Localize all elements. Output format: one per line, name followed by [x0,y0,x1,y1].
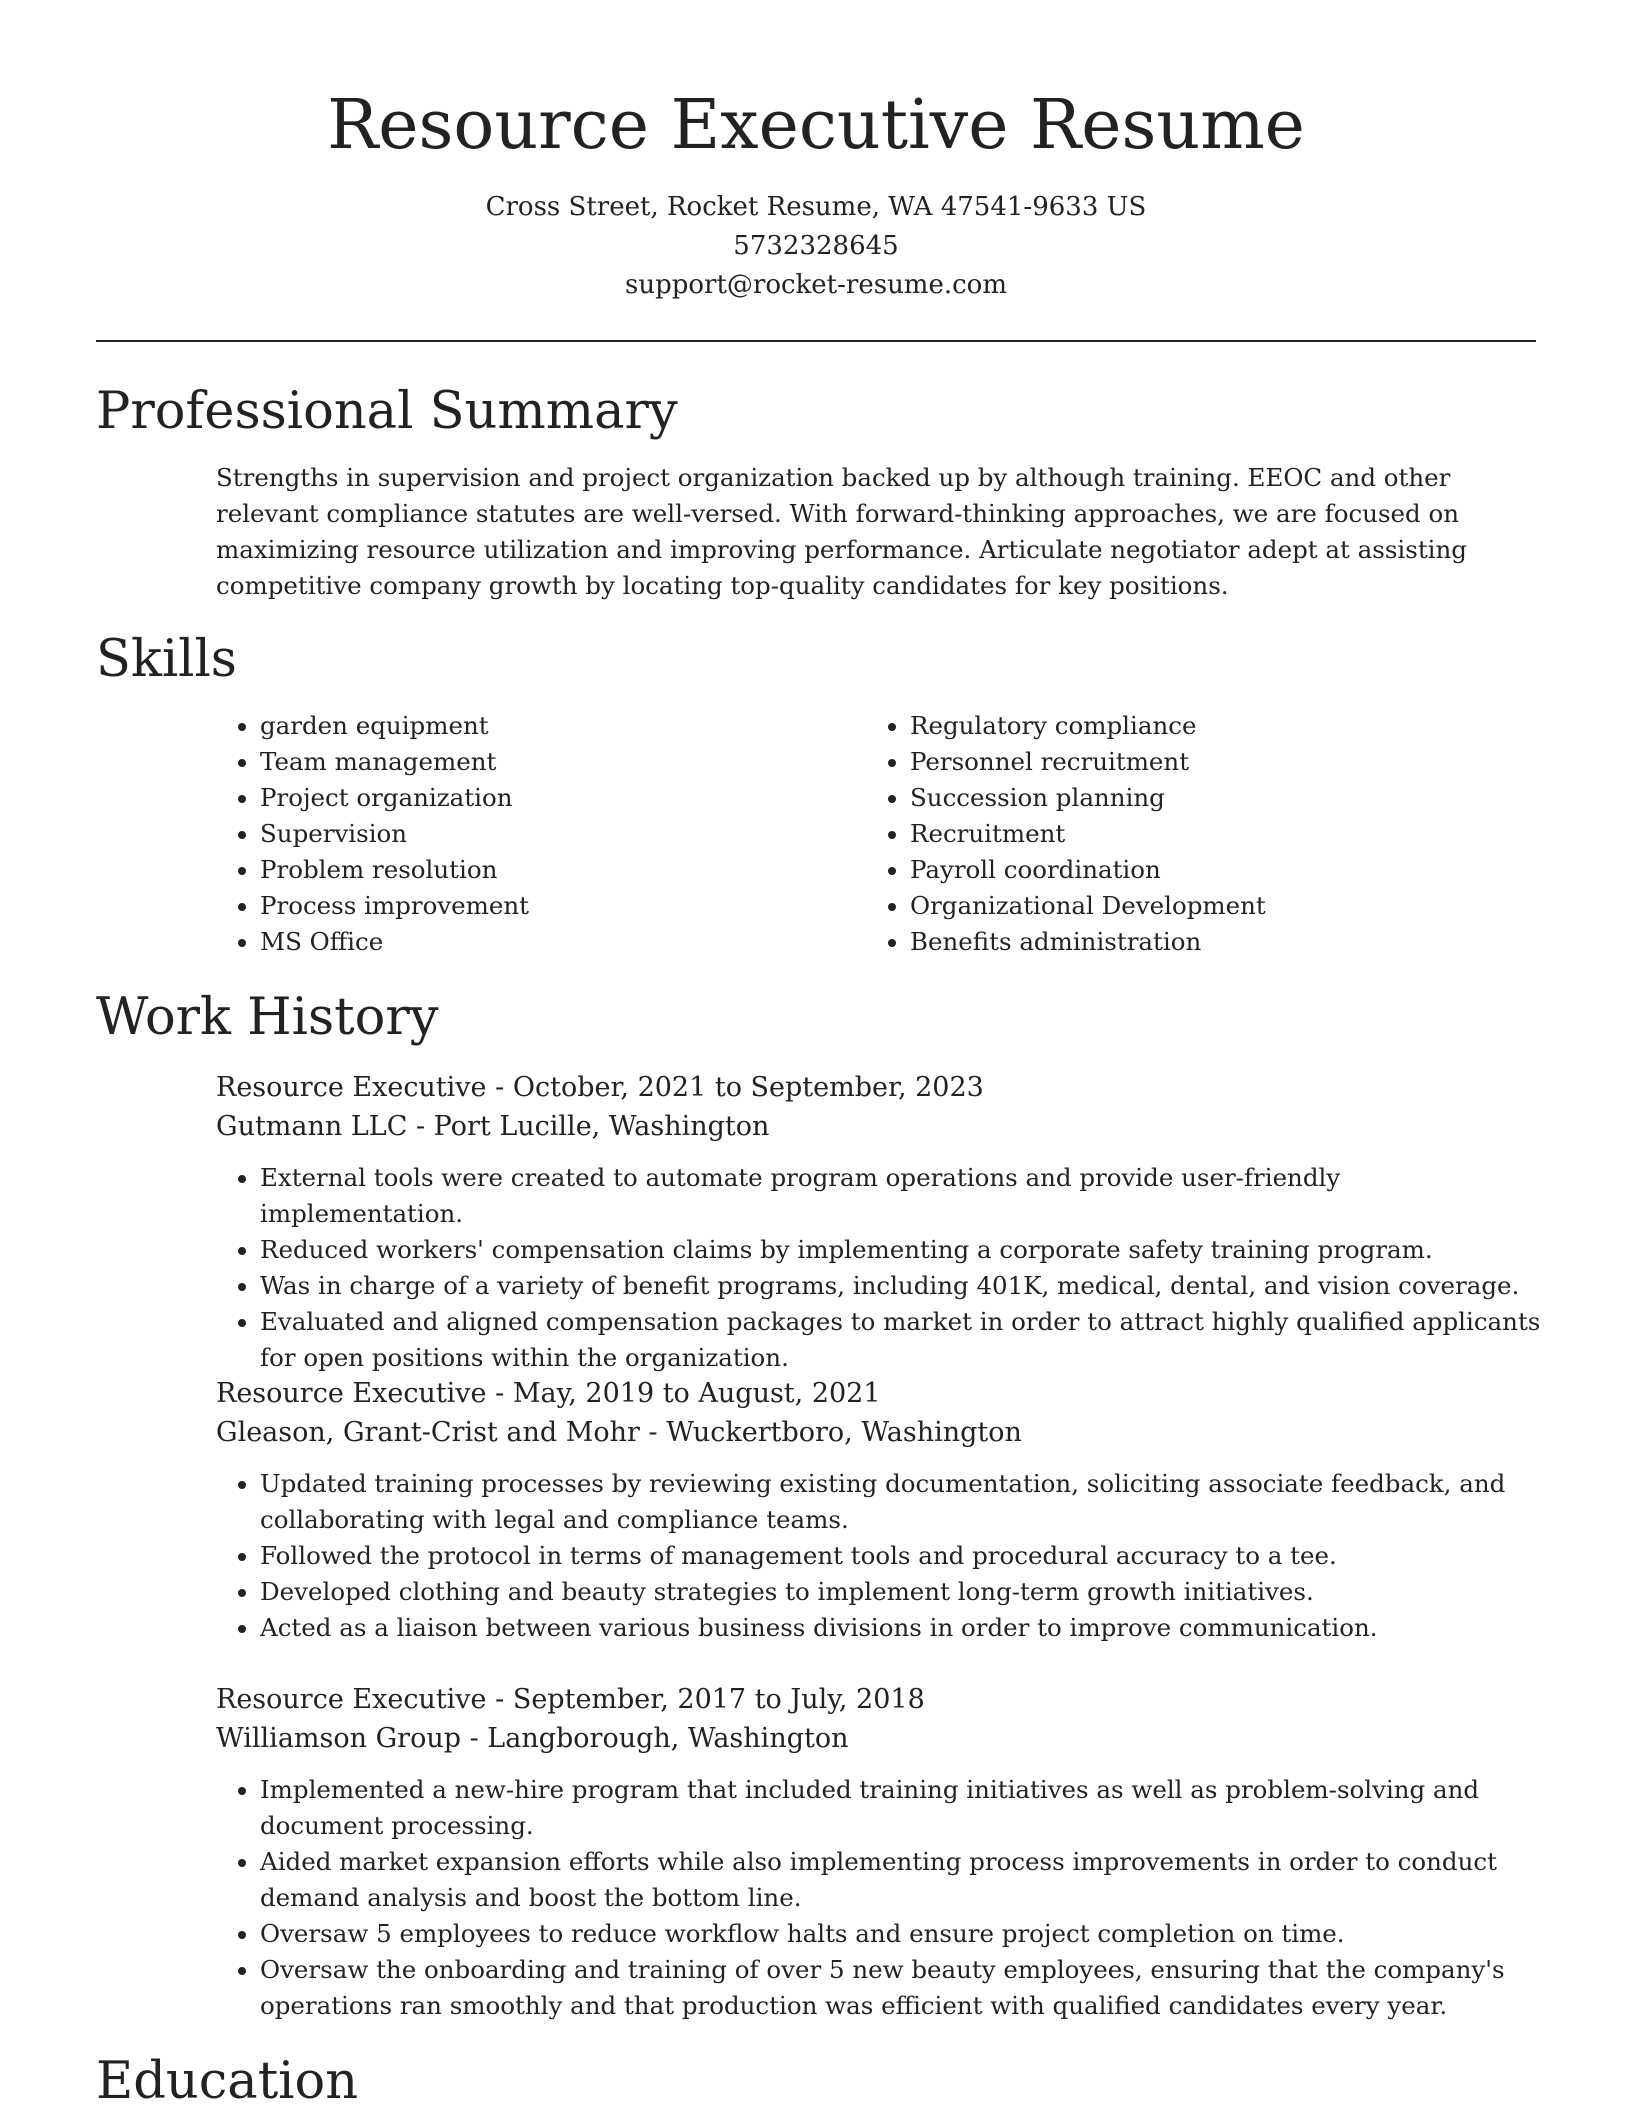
job-entry [216,1374,1546,1646]
job-company: Gutmann LLC [216,1111,408,1142]
summary-text: Strengths in supervision and project organization backed up by although training. EEOC and other relevant compliance statutes are well-versed. With forward-thinking approaches, we are focused on maximizing resource utilization and improving performance. Articulate negotiator adept at assisting competitive company growth by locating top-quality candidates for key positions. [216,463,1467,600]
job-bullet: • Oversaw the onboarding and training of over 5 new beauty employees, ensuring that the company's operations ran smoothly and that production was efficient with qualified candidates every year. [260,1952,1546,2024]
job-bullet: • Developed clothing and beauty strategies to implement long-term growth initiatives. [260,1574,1546,1610]
work-history-heading: Work History [96,988,439,1047]
job-dates: - September, 2017 to July, 2018 [486,1684,925,1715]
skill-item: • Succession planning [910,780,1466,816]
header-divider [96,340,1536,342]
job-bullet: • Acted as a liaison between various business divisions in order to improve communication. [260,1610,1546,1646]
job-company-line [216,1107,1546,1146]
job-title-line [216,1680,1546,1719]
job-role: Resource Executive [216,1072,487,1103]
job-location: - Wuckertboro, Washington [639,1417,1022,1448]
job-bullet: • Evaluated and aligned compensation packages to market in order to attract highly qualified applicants for open positions within the organization. [260,1304,1546,1376]
job-bullet: • Was in charge of a variety of benefit programs, including 401K, medical, dental, and vision coverage. [260,1268,1546,1304]
job-bullet: • Followed the protocol in terms of management tools and procedural accuracy to a tee. [260,1538,1546,1574]
job-company: Williamson Group [216,1723,462,1754]
skill-item: • Recruitment [910,816,1466,852]
email: support@rocket-resume.com [624,270,1007,300]
address: Cross Street, Rocket Resume, WA 47541-9633 US [485,192,1147,222]
job-title-line [216,1068,1546,1107]
skill-item: • Team management [260,744,816,780]
summary-section [216,460,1536,604]
skill-item: • Supervision [260,816,816,852]
job-dates: - October, 2021 to September, 2023 [486,1072,984,1103]
job-bullet: • Oversaw 5 employees to reduce workflow halts and ensure project completion on time. [260,1916,1546,1952]
job-location: - Port Lucille, Washington [407,1111,770,1142]
job-bullets [216,1160,1546,1376]
job-bullet: • Implemented a new-hire program that included training initiatives as well as problem-solving and document processing. [260,1772,1546,1844]
skills-column-left [216,708,816,960]
contact-block [0,188,1632,305]
job-role: Resource Executive [216,1684,487,1715]
job-role: Resource Executive [216,1378,487,1409]
skills-heading: Skills [96,630,237,689]
job-bullet: • Reduced workers' compensation claims by implementing a corporate safety training program. [260,1232,1546,1268]
skills-column-right [866,708,1466,960]
skill-item: • Project organization [260,780,816,816]
job-entry [216,1068,1546,1376]
skill-item: • Process improvement [260,888,816,924]
skill-item: • Problem resolution [260,852,816,888]
phone: 5732328645 [733,231,899,261]
skill-item: • Organizational Development [910,888,1466,924]
job-location: - Langborough, Washington [461,1723,849,1754]
education-heading: Education [96,2052,359,2111]
job-company-line [216,1719,1546,1758]
skill-item: • Benefits administration [910,924,1466,960]
job-company: Gleason, Grant-Crist and Mohr [216,1417,640,1448]
job-bullets [216,1772,1546,2024]
skill-item: • MS Office [260,924,816,960]
job-bullet: • Aided market expansion efforts while also implementing process improvements in order to conduct demand analysis and boost the bottom line. [260,1844,1546,1916]
skill-item: • Personnel recruitment [910,744,1466,780]
skill-item: • garden equipment [260,708,816,744]
resume-header [0,0,1632,305]
job-company-line [216,1413,1546,1452]
job-entry [216,1680,1546,2024]
job-bullets [216,1466,1546,1646]
job-bullet: • Updated training processes by reviewing existing documentation, soliciting associate feedback, and collaborating with legal and compliance teams. [260,1466,1546,1538]
job-title-line [216,1374,1546,1413]
resume-title: Resource Executive Resume [327,86,1305,165]
job-dates: - May, 2019 to August, 2021 [486,1378,881,1409]
job-bullet: • External tools were created to automate program operations and provide user-friendly implementation. [260,1160,1546,1232]
summary-heading: Professional Summary [96,382,678,441]
skill-item: • Payroll coordination [910,852,1466,888]
skill-item: • Regulatory compliance [910,708,1466,744]
